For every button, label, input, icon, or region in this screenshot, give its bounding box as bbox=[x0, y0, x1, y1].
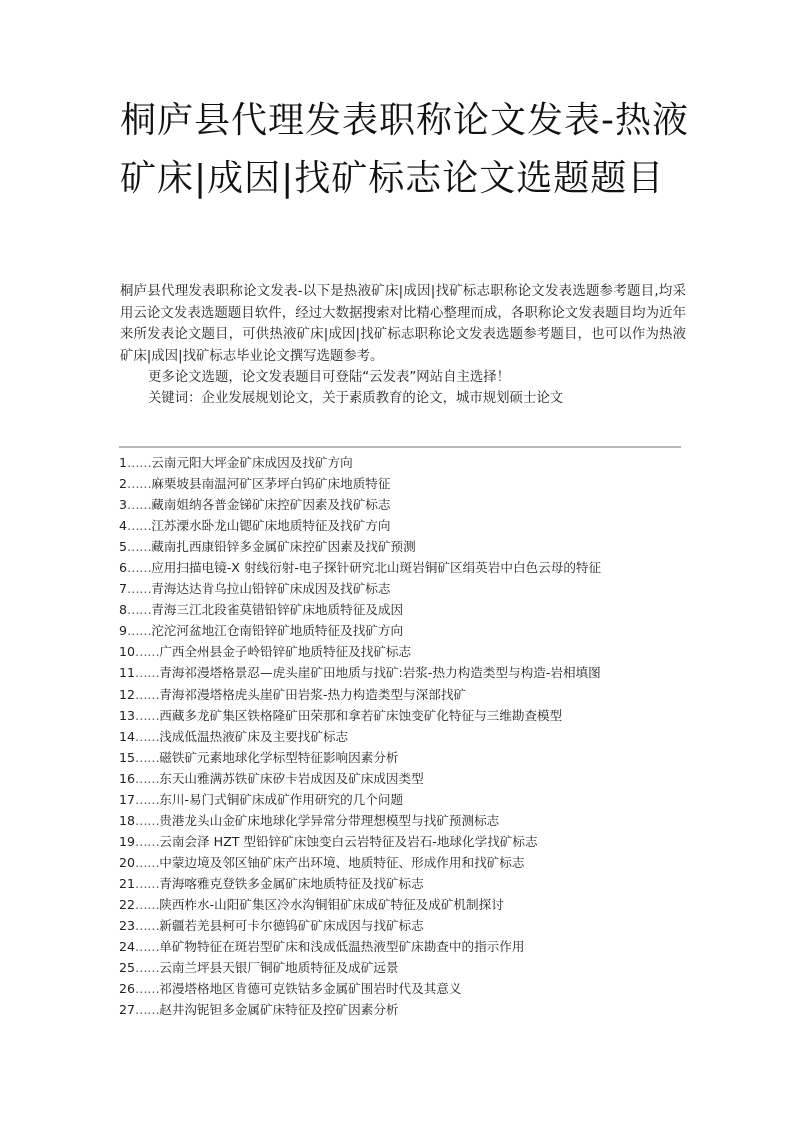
list-item-leader: …… bbox=[135, 812, 160, 828]
list-item-number: 16 bbox=[119, 770, 136, 786]
list-item-leader: …… bbox=[127, 581, 152, 597]
list-item-leader: …… bbox=[127, 497, 152, 513]
list-item-title: 云南会泽 HZT 型铅锌矿床蚀变白云岩特征及岩石-地球化学找矿标志 bbox=[159, 833, 538, 849]
list-item-title: 青海达达肯乌拉山铅锌矿床成因及找矿标志 bbox=[151, 581, 391, 597]
list-item bbox=[119, 684, 689, 705]
list-item-title: 云南兰坪县天银厂铜矿地质特征及成矿远景 bbox=[159, 960, 399, 976]
list-item-title: 贵港龙头山金矿床地球化学异常分带理想模型与找矿预测标志 bbox=[159, 812, 500, 828]
list-item-leader: …… bbox=[135, 875, 160, 891]
list-item-title: 祁漫塔格地区肯德可克铁钴多金属矿围岩时代及其意义 bbox=[159, 981, 462, 997]
list-item-number: 9 bbox=[119, 623, 128, 639]
list-item-leader: …… bbox=[135, 854, 160, 870]
more-topics-note: 更多论文选题，论文发表题目可登陆“云发表”网站自主选择！ bbox=[148, 370, 511, 385]
list-item-leader: …… bbox=[135, 833, 160, 849]
list-item bbox=[119, 978, 689, 999]
list-item-title: 单矿物特征在斑岩型矿床和浅成低温热液型矿床勘查中的指示作用 bbox=[159, 939, 525, 955]
list-item-title: 西藏多龙矿集区铁格隆矿田荣那和拿若矿床蚀变矿化特征与三维勘查模型 bbox=[159, 707, 563, 723]
list-item-leader: …… bbox=[135, 791, 160, 807]
list-item-leader: …… bbox=[127, 518, 152, 534]
list-item-number: 19 bbox=[119, 833, 136, 849]
list-item-leader: …… bbox=[127, 560, 152, 576]
list-item-title: 磁铁矿元素地球化学标型特征影响因素分析 bbox=[159, 749, 399, 765]
list-item bbox=[119, 894, 689, 915]
list-item-number: 20 bbox=[119, 854, 136, 870]
list-item-number: 10 bbox=[119, 644, 136, 660]
list-item-number: 2 bbox=[119, 476, 128, 492]
list-item-title: 藏南扎西康铅锌多金属矿床控矿因素及找矿预测 bbox=[151, 539, 416, 555]
list-item bbox=[119, 452, 689, 473]
list-item-title: 青海三江北段雀莫错铅锌矿床地质特征及成因 bbox=[151, 602, 404, 618]
section-divider bbox=[119, 446, 681, 448]
list-item bbox=[119, 494, 689, 515]
list-item-number: 6 bbox=[119, 560, 128, 576]
list-item-number: 26 bbox=[119, 981, 136, 997]
list-item bbox=[119, 852, 689, 873]
list-item-title: 青海喀雅克登铁多金属矿床地质特征及找矿标志 bbox=[159, 875, 424, 891]
list-item bbox=[119, 789, 689, 810]
list-item bbox=[119, 999, 689, 1020]
list-item-number: 25 bbox=[119, 960, 136, 976]
list-item bbox=[119, 599, 689, 620]
list-item-title: 藏南姐纳各普金锑矿床控矿因素及找矿标志 bbox=[151, 497, 391, 513]
keywords-line: 关键词：企业发展规划论文，关于素质教育的论文，城市规划硕士论文 bbox=[148, 391, 564, 406]
list-item-number: 8 bbox=[119, 602, 128, 618]
page-title: 桐庐县代理发表职称论文发表-热液矿床|成因|找矿标志论文选题题目 bbox=[120, 100, 689, 199]
list-item bbox=[119, 473, 689, 494]
list-item bbox=[119, 578, 689, 599]
list-item-leader: …… bbox=[135, 644, 160, 660]
list-item-title: 广西全州县金子岭铅锌矿地质特征及找矿标志 bbox=[159, 644, 412, 660]
list-item-title: 青海祁漫塔格景忍—虎头崖矿田地质与找矿:岩浆-热力构造类型与构造-岩相填图 bbox=[159, 665, 601, 681]
list-item bbox=[119, 831, 689, 852]
list-item-number: 18 bbox=[119, 812, 136, 828]
list-item-leader: …… bbox=[135, 918, 160, 934]
list-item bbox=[119, 641, 689, 662]
list-item-leader: …… bbox=[135, 939, 160, 955]
list-item-number: 3 bbox=[119, 497, 128, 513]
intro-paragraph: 桐庐县代理发表职称论文发表-以下是热液矿床|成因|找矿标志职称论文发表选题参考题目,均采用云论文发表选题题目软件，经过大数据搜索对比精心整理而成，各职称论文发表题目均为近年来所发表论文题目，可供热液矿床|成因|找矿标志职称论文发表选题参考题目，也可以作为热液矿床|成因|找矿标志毕业论文撰写选题参考。 bbox=[120, 284, 686, 364]
list-item-leader: …… bbox=[135, 981, 160, 997]
list-item-number: 4 bbox=[119, 518, 128, 534]
list-item-title: 赵井沟铌钽多金属矿床特征及控矿因素分析 bbox=[159, 1002, 399, 1018]
list-item-leader: …… bbox=[135, 770, 160, 786]
list-item bbox=[119, 915, 689, 936]
list-item-title: 中蒙边境及邻区铀矿床产出环境、地质特征、形成作用和找矿标志 bbox=[159, 854, 525, 870]
list-item-number: 23 bbox=[119, 918, 136, 934]
list-item bbox=[119, 557, 689, 578]
list-item-title: 浅成低温热液矿床及主要找矿标志 bbox=[159, 728, 349, 744]
list-item-title: 麻栗坡县南温河矿区茅坪白钨矿床地质特征 bbox=[151, 476, 391, 492]
list-item-number: 11 bbox=[119, 665, 136, 681]
list-item-title: 应用扫描电镜-X 射线衍射-电子探针研究北山斑岩铜矿区绢英岩中白色云母的特征 bbox=[151, 560, 602, 576]
list-item-title: 新疆若羌县柯可卡尔德钨矿矿床成因与找矿标志 bbox=[159, 918, 424, 934]
list-item-leader: …… bbox=[127, 539, 152, 555]
list-item-title: 沱沱河盆地江仓南铅锌矿地质特征及找矿方向 bbox=[151, 623, 404, 639]
list-item-leader: …… bbox=[135, 896, 160, 912]
list-item-number: 15 bbox=[119, 749, 136, 765]
list-item bbox=[119, 620, 689, 641]
list-item bbox=[119, 810, 689, 831]
list-item-title: 陕西柞水-山阳矿集区冷水沟铜钼矿床成矿特征及成矿机制探讨 bbox=[159, 896, 504, 912]
list-item-leader: …… bbox=[127, 476, 152, 492]
list-item-leader: …… bbox=[127, 602, 152, 618]
list-item-number: 1 bbox=[119, 455, 128, 470]
list-item-title: 东川-易门式铜矿床成矿作用研究的几个问题 bbox=[159, 791, 404, 807]
list-item-title: 江苏溧水卧龙山锶矿床地质特征及找矿方向 bbox=[151, 518, 391, 534]
list-item-number: 27 bbox=[119, 1002, 136, 1018]
list-item-number: 21 bbox=[119, 875, 136, 891]
list-item-leader: …… bbox=[135, 749, 160, 765]
list-item bbox=[119, 957, 689, 978]
list-item bbox=[119, 873, 689, 894]
list-item-number: 22 bbox=[119, 896, 136, 912]
list-item-leader: …… bbox=[135, 665, 160, 681]
topic-list bbox=[119, 452, 689, 1020]
list-item-leader: …… bbox=[135, 707, 160, 723]
list-item-number: 5 bbox=[119, 539, 128, 555]
list-item-leader: …… bbox=[135, 686, 160, 702]
list-item-number: 17 bbox=[119, 791, 136, 807]
list-item-title: 青海祁漫塔格虎头崖矿田岩浆-热力构造类型与深部找矿 bbox=[159, 686, 467, 702]
list-item bbox=[119, 936, 689, 957]
list-item-number: 14 bbox=[119, 728, 136, 744]
list-item-number: 7 bbox=[119, 581, 128, 597]
list-item-number: 24 bbox=[119, 939, 136, 955]
list-item bbox=[119, 768, 689, 789]
list-item bbox=[119, 662, 689, 683]
list-item bbox=[119, 705, 689, 726]
list-item-leader: …… bbox=[127, 455, 152, 470]
list-item-leader: …… bbox=[135, 960, 160, 976]
list-item-number: 12 bbox=[119, 686, 136, 702]
list-item-leader: …… bbox=[135, 1002, 160, 1018]
list-item-number: 13 bbox=[119, 707, 136, 723]
list-item bbox=[119, 536, 689, 557]
list-item-leader: …… bbox=[135, 728, 160, 744]
list-item-title: 东天山雅满苏铁矿床矽卡岩成因及矿床成因类型 bbox=[159, 770, 424, 786]
list-item bbox=[119, 747, 689, 768]
list-item-title: 云南元阳大坪金矿床成因及找矿方向 bbox=[151, 455, 353, 470]
list-item bbox=[119, 515, 689, 536]
list-item-leader: …… bbox=[127, 623, 152, 639]
list-item bbox=[119, 726, 689, 747]
